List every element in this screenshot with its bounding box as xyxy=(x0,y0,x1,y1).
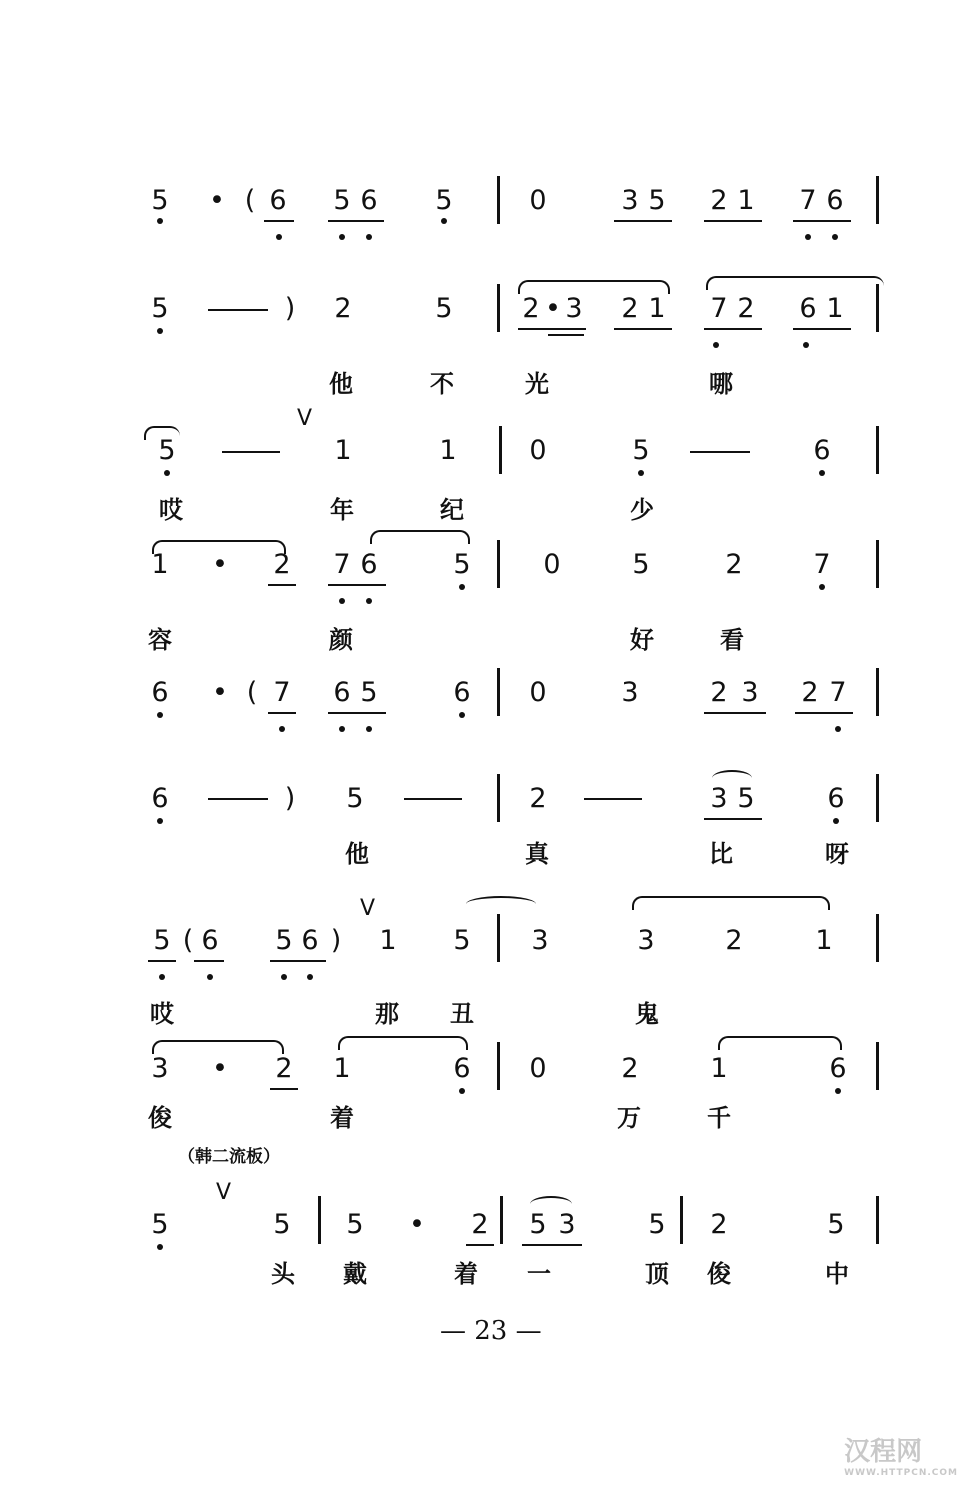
tempo-marking: （韩二流板） xyxy=(178,1147,280,1167)
note: 7 xyxy=(710,293,728,324)
slur xyxy=(632,896,830,910)
note: 7 xyxy=(813,549,831,580)
breath-mark: V xyxy=(360,896,376,921)
note: 1 xyxy=(737,185,755,216)
note: 1 xyxy=(815,925,833,956)
close-paren: ) xyxy=(284,783,296,814)
augmentation-dot: • xyxy=(212,677,228,708)
lyric: 着 xyxy=(330,1103,354,1132)
lower-octave-dot xyxy=(281,974,287,980)
lower-octave-dot xyxy=(713,342,719,348)
note: • xyxy=(545,293,561,324)
augmentation-dot: • xyxy=(212,549,228,580)
bar-line xyxy=(318,1196,321,1244)
lyric: 顶 xyxy=(645,1259,669,1288)
lyric: 头 xyxy=(271,1259,295,1288)
note: 5 xyxy=(151,185,169,216)
note: 2 xyxy=(801,677,819,708)
lower-octave-dot xyxy=(819,470,825,476)
note: 3 xyxy=(741,677,759,708)
note: 5 xyxy=(648,1209,666,1240)
underline xyxy=(268,584,296,586)
lower-octave-dot xyxy=(276,234,282,240)
bar-line xyxy=(497,914,500,962)
note: 5 xyxy=(151,293,169,324)
note: 5 xyxy=(529,1209,547,1240)
bar-line xyxy=(876,774,879,822)
note: 3 xyxy=(621,185,639,216)
note: 0 xyxy=(543,549,561,580)
note: 6 xyxy=(201,925,219,956)
lower-octave-dot xyxy=(366,234,372,240)
extension-dash xyxy=(584,798,642,800)
note: 5 xyxy=(737,783,755,814)
note: 5 xyxy=(648,185,666,216)
note: 6 xyxy=(360,185,378,216)
slur xyxy=(466,896,536,912)
note: 5 xyxy=(346,1209,364,1240)
lower-octave-dot xyxy=(157,328,163,334)
extension-dash xyxy=(222,451,280,453)
note: 3 xyxy=(558,1209,576,1240)
watermark-text: 汉程网 xyxy=(844,1437,923,1467)
lyric: 俊 xyxy=(707,1259,731,1288)
note: 1 xyxy=(648,293,666,324)
lower-octave-dot xyxy=(459,584,465,590)
note: 1 xyxy=(826,293,844,324)
underline xyxy=(548,334,584,336)
note: 1 xyxy=(710,1053,728,1084)
lyric: 哎 xyxy=(159,495,183,524)
lower-octave-dot xyxy=(803,342,809,348)
close-paren: ) xyxy=(330,925,342,956)
bar-line xyxy=(497,176,500,224)
lower-octave-dot xyxy=(441,218,447,224)
bar-line xyxy=(497,774,500,822)
lyric: 着 xyxy=(454,1259,478,1288)
note: 2 xyxy=(710,1209,728,1240)
note: 5 xyxy=(153,925,171,956)
lower-octave-dot xyxy=(157,218,163,224)
underline xyxy=(270,1088,298,1090)
augmentation-dot: • xyxy=(212,1053,228,1084)
lyric: 千 xyxy=(707,1103,731,1132)
lyric: 哪 xyxy=(709,369,733,398)
lyric: 戴 xyxy=(343,1259,367,1288)
slur xyxy=(718,1036,842,1050)
underline xyxy=(614,328,672,330)
note: 7 xyxy=(799,185,817,216)
underline xyxy=(793,220,851,222)
lyric: 好 xyxy=(630,625,654,654)
underline xyxy=(704,220,762,222)
note: 7 xyxy=(829,677,847,708)
note: 6 xyxy=(151,677,169,708)
note: 1 xyxy=(334,435,352,466)
slur xyxy=(338,1036,468,1050)
lower-octave-dot xyxy=(366,598,372,604)
note: 7 xyxy=(273,677,291,708)
lower-octave-dot xyxy=(805,234,811,240)
lyric: 少 xyxy=(630,495,654,524)
lower-octave-dot xyxy=(339,234,345,240)
note: 5 xyxy=(346,783,364,814)
watermark-logo xyxy=(844,1431,958,1478)
underline xyxy=(704,818,762,820)
lyric: 光 xyxy=(525,369,549,398)
note: 6 xyxy=(301,925,319,956)
note: 5 xyxy=(435,185,453,216)
note: 2 xyxy=(710,677,728,708)
lower-octave-dot xyxy=(279,726,285,732)
bar-line xyxy=(500,1196,503,1244)
note: 5 xyxy=(275,925,293,956)
lyric: 中 xyxy=(825,1259,849,1288)
note: 6 xyxy=(151,783,169,814)
note: 3 xyxy=(637,925,655,956)
lyric: 年 xyxy=(330,495,354,524)
lyric: 纪 xyxy=(440,495,464,524)
slur xyxy=(370,530,470,544)
lower-octave-dot xyxy=(832,234,838,240)
lower-octave-dot xyxy=(819,584,825,590)
underline xyxy=(328,220,384,222)
lyric: 一 xyxy=(527,1259,551,1288)
underline xyxy=(148,960,176,962)
underline xyxy=(522,1244,582,1246)
bar-line xyxy=(497,668,500,716)
underline xyxy=(328,712,386,714)
lower-octave-dot xyxy=(833,818,839,824)
lower-octave-dot xyxy=(339,726,345,732)
note: 0 xyxy=(529,677,547,708)
open-paren: ( xyxy=(182,925,194,956)
note: 3 xyxy=(710,783,728,814)
note: 1 xyxy=(439,435,457,466)
bar-line xyxy=(876,176,879,224)
lyric: 那 xyxy=(375,999,399,1028)
lower-octave-dot xyxy=(307,974,313,980)
lyric: 不 xyxy=(430,369,454,398)
note: 0 xyxy=(529,185,547,216)
note: 5 xyxy=(632,435,650,466)
note: 5 xyxy=(435,293,453,324)
augmentation-dot: • xyxy=(209,185,225,216)
note: 5 xyxy=(632,549,650,580)
note: 2 xyxy=(737,293,755,324)
lyric: 真 xyxy=(525,839,549,868)
lower-octave-dot xyxy=(366,726,372,732)
note: 2 xyxy=(725,925,743,956)
page-number: — 23 — xyxy=(440,1316,542,1346)
bar-line xyxy=(680,1196,683,1244)
bar-line xyxy=(876,540,879,588)
lyric: 他 xyxy=(345,839,369,868)
note: 5 xyxy=(827,1209,845,1240)
lower-octave-dot xyxy=(459,712,465,718)
note: 5 xyxy=(453,925,471,956)
note: 3 xyxy=(151,1053,169,1084)
note: 1 xyxy=(333,1053,351,1084)
extension-dash xyxy=(690,451,750,453)
bar-line xyxy=(497,284,500,332)
note: 6 xyxy=(799,293,817,324)
lower-octave-dot xyxy=(159,974,165,980)
lyric: 万 xyxy=(617,1103,641,1132)
note: 6 xyxy=(360,549,378,580)
lyric: 鬼 xyxy=(635,999,659,1028)
lyric: 丑 xyxy=(450,999,474,1028)
note: 6 xyxy=(829,1053,847,1084)
note: 5 xyxy=(333,185,351,216)
underline xyxy=(268,712,296,714)
lower-octave-dot xyxy=(157,1244,163,1250)
bar-line xyxy=(876,668,879,716)
note: 5 xyxy=(158,435,176,466)
note: 6 xyxy=(333,677,351,708)
note: 6 xyxy=(826,185,844,216)
lower-octave-dot xyxy=(164,470,170,476)
lower-octave-dot xyxy=(835,1088,841,1094)
note: 5 xyxy=(453,549,471,580)
lyric: 哎 xyxy=(150,999,174,1028)
note: 5 xyxy=(273,1209,291,1240)
note: 1 xyxy=(379,925,397,956)
lyric: 他 xyxy=(329,369,353,398)
note: 0 xyxy=(529,435,547,466)
augmentation-dot: • xyxy=(409,1209,425,1240)
note: 3 xyxy=(531,925,549,956)
lyric: 看 xyxy=(720,625,744,654)
bar-line xyxy=(499,426,502,474)
watermark-url: WWW.HTTPCN.COM xyxy=(844,1468,958,1478)
lyric: 颜 xyxy=(329,625,353,654)
note: 3 xyxy=(621,677,639,708)
lower-octave-dot xyxy=(157,712,163,718)
note: 7 xyxy=(333,549,351,580)
note: 2 xyxy=(273,549,291,580)
lower-octave-dot xyxy=(638,470,644,476)
lower-octave-dot xyxy=(207,974,213,980)
note: 2 xyxy=(725,549,743,580)
underline xyxy=(264,220,294,222)
note: 6 xyxy=(269,185,287,216)
bar-line xyxy=(876,426,879,474)
lyric: 容 xyxy=(148,625,172,654)
lyric: 呀 xyxy=(825,839,849,868)
note: 2 xyxy=(621,1053,639,1084)
extension-dash xyxy=(404,798,462,800)
note: 0 xyxy=(529,1053,547,1084)
note: 6 xyxy=(827,783,845,814)
note: 2 xyxy=(471,1209,489,1240)
note: 6 xyxy=(453,1053,471,1084)
underline xyxy=(795,712,853,714)
note: 2 xyxy=(710,185,728,216)
bar-line xyxy=(876,284,879,332)
bar-line xyxy=(876,914,879,962)
note: 3 xyxy=(565,293,583,324)
underline xyxy=(614,220,672,222)
underline xyxy=(704,712,766,714)
extension-dash xyxy=(208,309,268,311)
breath-mark: V xyxy=(216,1180,232,1205)
note: 5 xyxy=(151,1209,169,1240)
slur xyxy=(518,280,670,294)
underline xyxy=(466,1244,494,1246)
underline xyxy=(194,960,224,962)
lower-octave-dot xyxy=(157,818,163,824)
note: 2 xyxy=(529,783,547,814)
bar-line xyxy=(876,1196,879,1244)
close-paren: ) xyxy=(284,293,296,324)
bar-line xyxy=(876,1042,879,1090)
breath-mark: V xyxy=(297,406,313,431)
note: 1 xyxy=(151,549,169,580)
bar-line xyxy=(497,540,500,588)
underline xyxy=(793,328,851,330)
note: 6 xyxy=(813,435,831,466)
lyric: 比 xyxy=(709,839,733,868)
open-paren: ( xyxy=(244,185,256,216)
slur xyxy=(706,276,884,290)
open-paren: ( xyxy=(246,677,258,708)
lower-octave-dot xyxy=(459,1088,465,1094)
extension-dash xyxy=(208,798,268,800)
note: 2 xyxy=(334,293,352,324)
note: 2 xyxy=(275,1053,293,1084)
underline xyxy=(518,328,586,330)
underline xyxy=(270,960,326,962)
lower-octave-dot xyxy=(339,598,345,604)
underline xyxy=(704,328,762,330)
slur xyxy=(152,1040,284,1054)
note: 5 xyxy=(360,677,378,708)
note: 2 xyxy=(522,293,540,324)
note: 2 xyxy=(621,293,639,324)
lyric: 俊 xyxy=(148,1103,172,1132)
lower-octave-dot xyxy=(835,726,841,732)
page-number-value: 23 xyxy=(474,1316,508,1346)
note: 6 xyxy=(453,677,471,708)
bar-line xyxy=(497,1042,500,1090)
underline xyxy=(328,584,386,586)
